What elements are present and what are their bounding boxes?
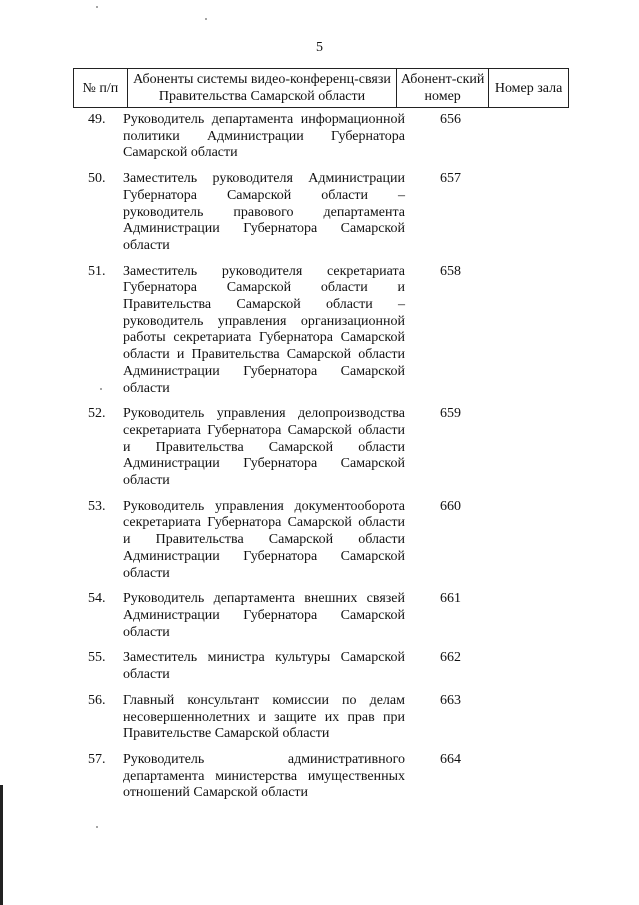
row-name: Заместитель руководителя Администрации Губернатора Самарской области – руководитель правового департамента Администрации Губернатора Самарской области [123, 171, 405, 253]
header-name: Абоненты системы видео-конференц-связи Правительства Самарской области [127, 69, 396, 108]
row-ext: 657 [440, 171, 461, 187]
row-name: Руководитель управления делопроизводства секретариата Губернатора Самарской области и Правительства Самарской области Администрации Губернатора Самарской области [123, 406, 405, 489]
scan-speck [100, 388, 102, 390]
row-name: Руководитель департамента внешних связей Администрации Губернатора Самарской области [123, 591, 405, 640]
row-number: 56. [88, 692, 106, 708]
header-num: № п/п [74, 69, 128, 108]
scan-speck [96, 826, 98, 828]
row-name: Заместитель руководителя секретариата Губернатора Самарской области и Правительства Самарской области – руководитель управления организационной работы секретариата Губернатора Самарской области и Правительства Самарской области Администрации Губернатора Самарской области [123, 263, 405, 396]
row-name: Руководитель департамента информационной политики Администрации Губернатора Самарской области [123, 112, 405, 161]
row-number: 52. [88, 406, 106, 422]
page-number: 5 [316, 40, 323, 55]
row-name: Заместитель министра культуры Самарской области [123, 650, 405, 683]
table-header [73, 68, 569, 108]
row-name: Главный консультант комиссии по делам несовершеннолетних и защите их прав при Правительстве Самарской области [123, 692, 405, 742]
row-ext: 658 [440, 263, 461, 279]
row-hall [493, 591, 569, 641]
row-ext: 656 [440, 112, 461, 127]
scan-edge-line [0, 785, 3, 905]
table-row [73, 406, 569, 490]
row-ext: 664 [440, 751, 461, 767]
header-ext: Абонент-ский номер [397, 69, 489, 108]
row-hall [493, 264, 569, 398]
table-row [73, 171, 569, 255]
row-name: Руководитель административного департамента министерства имущественных отношений Самарской области [123, 751, 405, 801]
row-hall [493, 406, 569, 490]
row-hall [493, 650, 569, 683]
scan-speck [96, 6, 98, 8]
row-name: Руководитель управления документооборота секретариата Губернатора Самарской области и Правительства Самарской области Администрации Губернатора Самарской области [123, 498, 405, 581]
row-ext: 661 [440, 591, 461, 607]
table-row [73, 499, 569, 583]
row-number: 51. [88, 263, 106, 279]
table-row [73, 752, 569, 802]
row-hall [493, 112, 569, 162]
row-number: 53. [88, 498, 106, 514]
row-number: 55. [88, 650, 106, 666]
row-ext: 662 [440, 650, 461, 666]
subscriber-list [73, 112, 569, 811]
table-row [73, 693, 569, 743]
row-hall [493, 752, 569, 802]
row-hall [493, 171, 569, 255]
table-row [73, 650, 569, 683]
row-ext: 660 [440, 498, 461, 514]
row-hall [493, 693, 569, 743]
scan-speck [205, 18, 207, 20]
row-hall [493, 499, 569, 583]
row-number: 49. [88, 112, 106, 127]
header-hall: Номер зала [489, 69, 569, 108]
row-number: 54. [88, 591, 106, 607]
table-row [73, 264, 569, 398]
row-number: 57. [88, 751, 106, 767]
table-row [73, 112, 569, 162]
row-ext: 663 [440, 692, 461, 708]
row-ext: 659 [440, 406, 461, 422]
table-row [73, 591, 569, 641]
row-number: 50. [88, 171, 106, 187]
